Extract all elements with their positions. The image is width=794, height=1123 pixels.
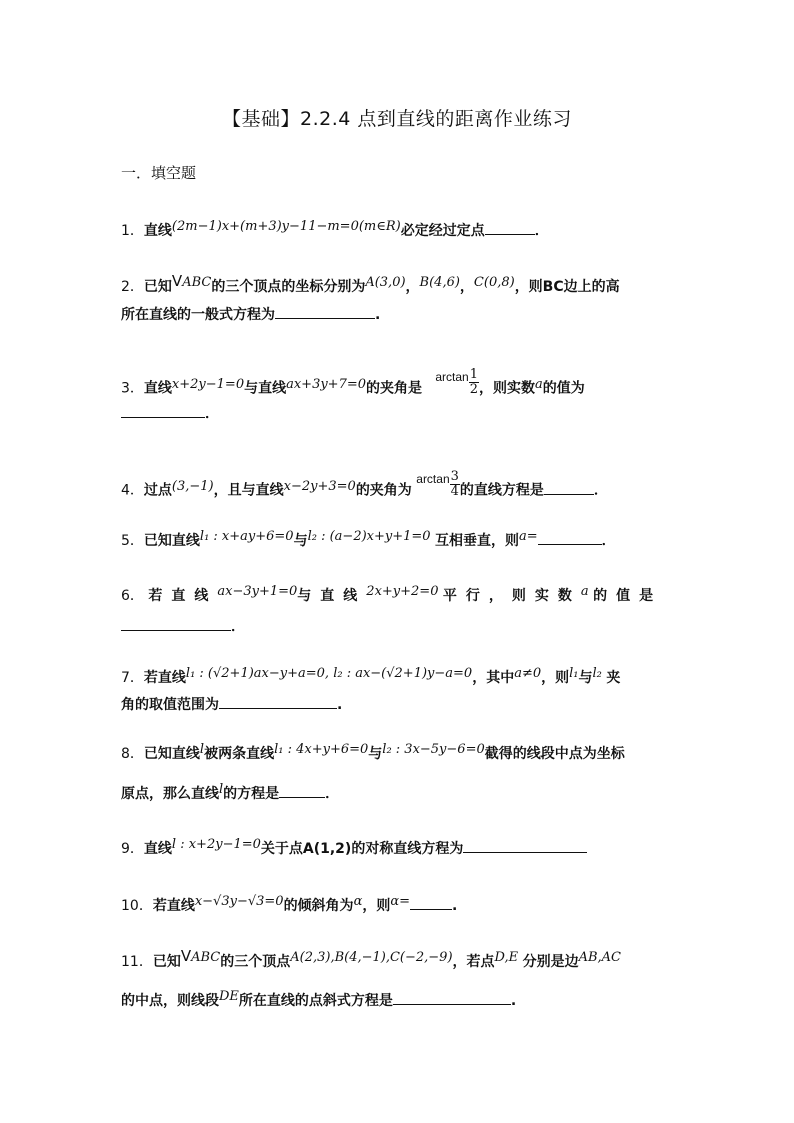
math-expression: (3,−1) (171, 478, 214, 494)
question-text: ，且与直线 (213, 482, 284, 499)
question-text: 被两条直线 (204, 746, 275, 762)
answer-blank[interactable] (275, 306, 375, 319)
question-text: 过点 (143, 482, 172, 499)
question-text: 的方程是 (223, 786, 280, 802)
answer-blank[interactable] (219, 696, 337, 709)
math-expression: a (535, 376, 543, 392)
answer-blank[interactable] (485, 222, 535, 235)
math-expression: A(2,3),B(4,−1),C(−2,−9) (290, 950, 453, 965)
question-text: 的三个顶点的坐标分别为 (211, 279, 366, 295)
math-expression: ABC (191, 950, 221, 965)
question-4 (121, 469, 677, 505)
question-text: ，则实数 (479, 380, 536, 397)
question-text: 已知 (152, 954, 181, 970)
math-expression: x+2y−1=0 (171, 376, 245, 392)
question-text: . (452, 898, 458, 914)
question-text: ． (601, 533, 616, 549)
question-10 (121, 894, 677, 916)
question-text: 的直线方程是 (459, 482, 544, 499)
question-text: 的倾斜角为 (283, 898, 354, 914)
math-expression: a= (519, 529, 538, 544)
page-title: 【基础】2.2.4 点到直线的距离作业练习 (222, 108, 572, 130)
question-text: ． (325, 786, 340, 802)
question-text: 与直线 (297, 588, 367, 604)
question-number: 7． (121, 670, 144, 686)
math-expression: DE (219, 989, 239, 1004)
question-text: 平行，则实数 (442, 588, 581, 604)
question-9 (121, 837, 677, 859)
fraction-denominator: 4 (450, 484, 459, 499)
math-expression: α= (390, 894, 411, 909)
math-expression: l : x+2y−1=0 (171, 837, 261, 852)
fraction-numerator: 3 (450, 469, 459, 484)
question-text: ，若点 (452, 954, 495, 970)
math-expression: D,E (494, 950, 519, 965)
math-expression: ax−3y+1=0 (217, 584, 298, 599)
question-text: 必定经过定点 (400, 223, 485, 239)
math-expression: C(0,8) (473, 275, 515, 290)
question-text: 若直线 (152, 898, 195, 914)
question-text: ， (405, 279, 420, 295)
fraction-denominator: 2 (469, 382, 479, 397)
math-expression: l₂ : (a−2)x+y+1=0 (307, 529, 431, 544)
question-text: 夹 (606, 670, 621, 686)
answer-blank[interactable] (544, 482, 594, 495)
question-11 (121, 947, 677, 1009)
question-text: ，其中 (472, 670, 515, 686)
question-text: 原点，那么直线 (121, 786, 219, 802)
answer-blank[interactable] (410, 897, 452, 910)
fraction (469, 368, 479, 397)
question-text: 的中点，则线段 (121, 993, 219, 1009)
math-expression: l₁ : (√2+1)ax−y+a=0, l₂ : ax−(√2+1)y−a=0 (185, 666, 473, 681)
answer-blank[interactable] (463, 840, 587, 853)
question-text: 已知直线 (143, 746, 200, 762)
triangle-symbol: V (180, 947, 192, 965)
question-text: . (510, 993, 517, 1009)
math-expression: l₁ : x+ay+6=0 (199, 529, 294, 544)
question-number: 6． (121, 588, 144, 604)
question-number: 2． (121, 279, 144, 295)
math-expression: l₁ (569, 666, 579, 681)
question-1 (121, 219, 677, 241)
math-expression: (2m−1)x+(m+3)y−11−m=0(m∈R) (171, 219, 401, 234)
answer-blank[interactable] (538, 532, 602, 545)
math-expression: l (199, 742, 205, 757)
question-text: 与 (368, 746, 383, 762)
question-6 (121, 584, 677, 635)
question-8 (121, 742, 677, 802)
fraction (450, 470, 460, 499)
question-text: ，则 (541, 670, 570, 686)
question-text: 关于点A(1,2)的对称直线方程为 (260, 841, 464, 857)
answer-blank[interactable] (279, 785, 325, 798)
answer-blank[interactable] (121, 618, 231, 631)
arctan-label: arctan (416, 471, 450, 486)
math-expression: a (580, 584, 589, 599)
answer-blank[interactable] (393, 992, 511, 1005)
question-text: ． (231, 619, 245, 635)
math-expression: x−√3y−√3=0 (194, 894, 284, 909)
math-expression: ax+3y+7=0 (286, 376, 367, 392)
math-expression: l (219, 782, 224, 797)
question-text: 所在直线的一般式方程为 (121, 307, 275, 323)
question-text: . (337, 697, 343, 713)
question-number: 8． (121, 746, 144, 762)
question-text: 的夹角为 (355, 482, 412, 499)
question-7 (121, 666, 677, 713)
math-expression: a≠0 (514, 666, 542, 681)
question-text: ． (205, 406, 219, 422)
question-text: 截得的线段中点为坐标 (484, 746, 625, 762)
triangle-symbol: V (171, 272, 183, 290)
question-text: 与 (578, 670, 593, 686)
question-text: 的值是 (593, 588, 663, 604)
question-text: 角的取值范围为 (121, 697, 219, 713)
question-text: 的值为 (542, 380, 585, 397)
question-number: 4． (121, 482, 144, 499)
question-text: 的三个顶点 (220, 954, 291, 970)
question-text: 与直线 (244, 380, 287, 397)
question-text: 的夹角是 (366, 380, 423, 397)
question-number: 10． (121, 898, 153, 914)
question-text: 若直线 (143, 670, 186, 686)
math-expression: 2x+y+2=0 (366, 584, 439, 599)
math-expression: ABC (182, 275, 212, 290)
answer-blank[interactable] (121, 405, 205, 418)
question-text: ，则 (362, 898, 391, 914)
math-expression: l₂ : 3x−5y−6=0 (382, 742, 485, 757)
question-text: 直线 (143, 380, 172, 397)
question-text: ， (459, 279, 474, 295)
question-text: 直线 (143, 841, 172, 857)
math-expression: x−2y+3=0 (283, 478, 356, 494)
math-expression: AB,AC (578, 950, 621, 965)
question-number: 11． (121, 954, 153, 970)
section-heading: 一．填空题 (121, 164, 197, 182)
question-text: 所在直线的点斜式方程是 (238, 993, 393, 1009)
question-text: . (375, 307, 381, 323)
question-5 (121, 529, 677, 551)
question-text: 若直线 (148, 588, 218, 604)
math-expression: B(4,6) (419, 275, 460, 290)
math-expression: l₂ (592, 666, 602, 681)
question-text: 直线 (143, 223, 172, 239)
question-number: 3． (121, 380, 144, 397)
question-text: 分别是边 (522, 954, 579, 970)
fraction-numerator: 1 (469, 367, 479, 382)
question-text: 互相垂直，则 (435, 533, 520, 549)
question-number: 1． (121, 223, 144, 239)
question-text: ，则BC边上的高 (514, 279, 620, 295)
question-text: 已知直线 (143, 533, 200, 549)
math-expression: A(3,0) (365, 275, 406, 290)
math-expression: α (353, 894, 363, 909)
question-text: ． (593, 482, 608, 499)
math-expression: l₁ : 4x+y+6=0 (274, 742, 369, 757)
question-text: 与 (293, 533, 308, 549)
arctan-label: arctan (435, 369, 469, 384)
question-number: 5． (121, 533, 144, 549)
question-number: 9． (121, 841, 144, 857)
question-text: 已知 (143, 279, 172, 295)
question-2 (121, 272, 677, 323)
question-3 (121, 367, 677, 422)
question-text: ． (534, 223, 549, 239)
